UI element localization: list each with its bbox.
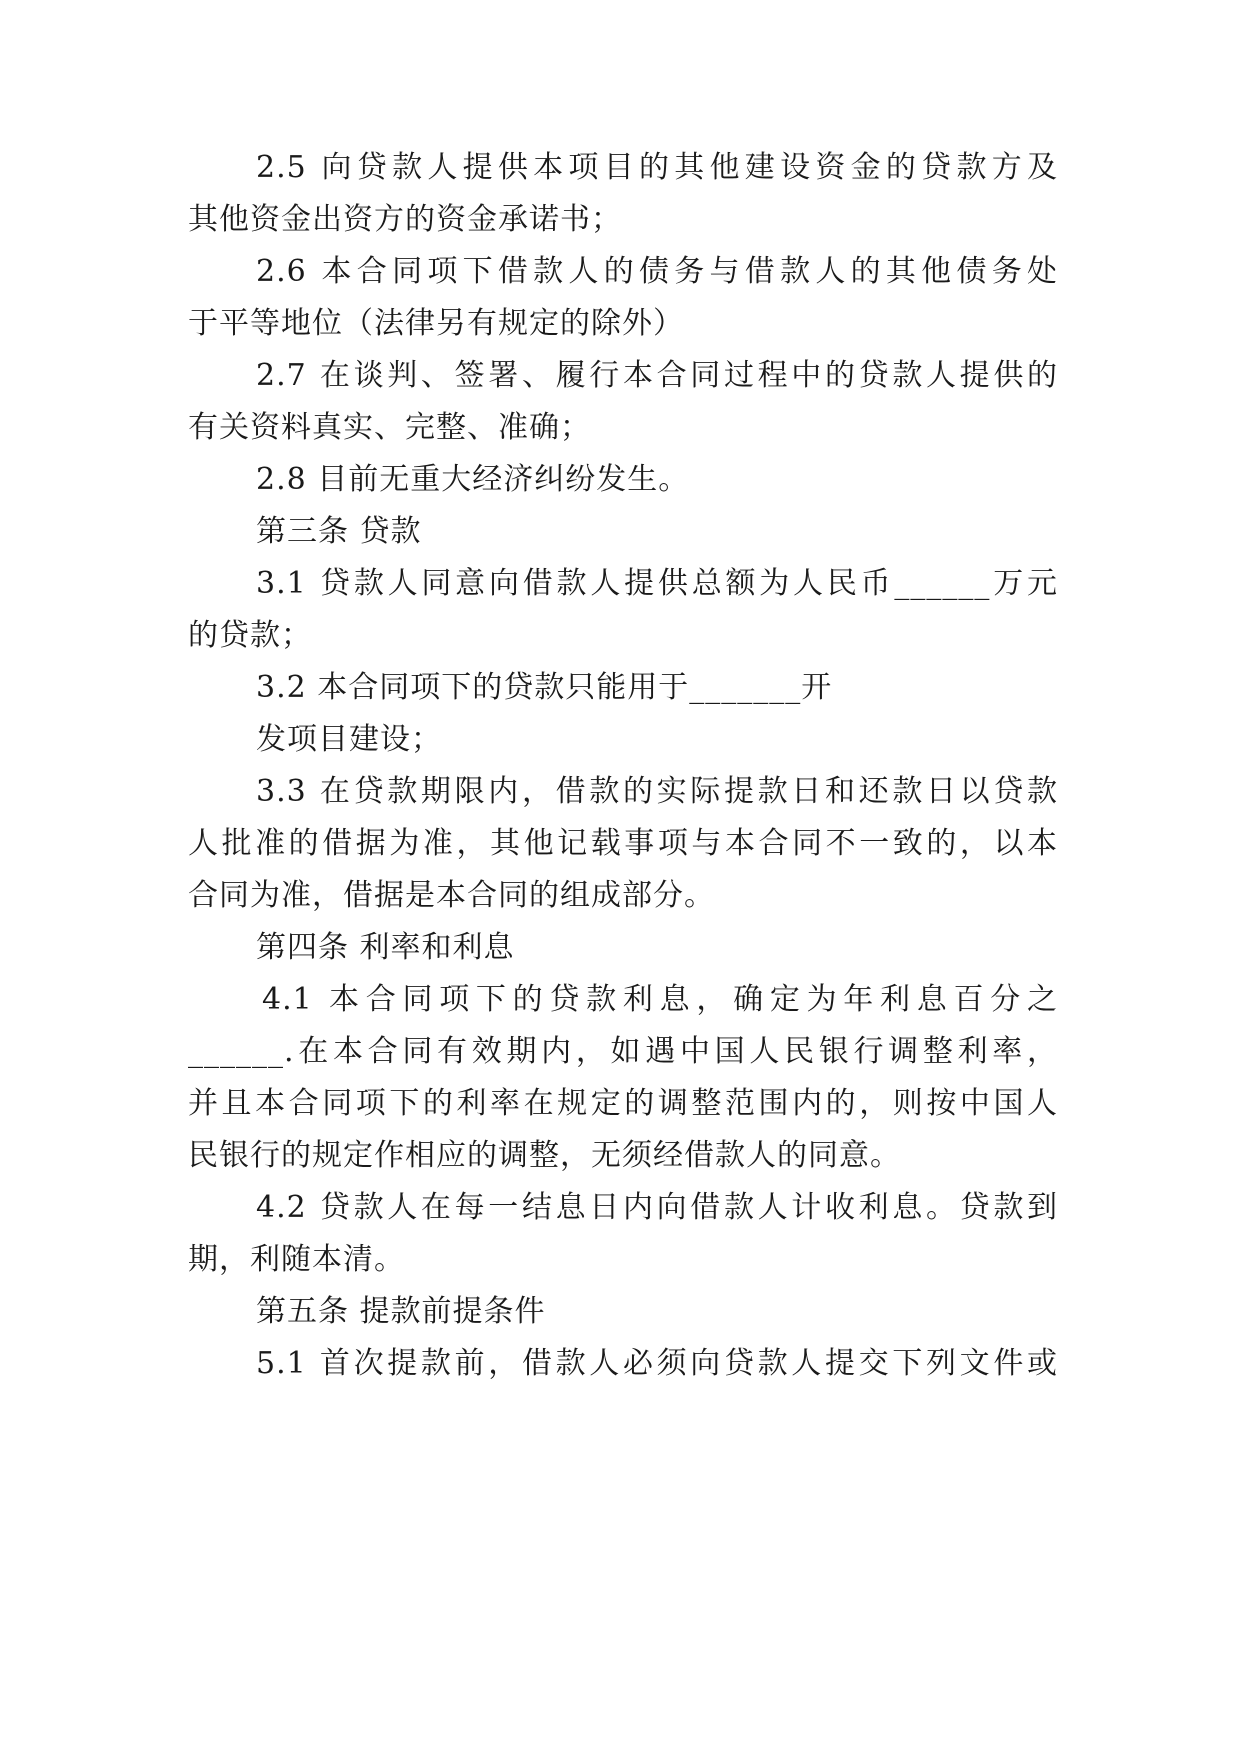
clause-3-3-line-3: 合同为准，借据是本合同的组成部分。 <box>188 878 715 913</box>
clause-3-2-line-2: 发项目建设； <box>256 722 442 757</box>
clause-4-1-line-4: 民银行的规定作相应的调整，无须经借款人的同意。 <box>188 1138 901 1173</box>
clause-2-6-line-1: 2.6 本合同项下借款人的债务与借款人的其他债务处 <box>256 254 1058 289</box>
clause-4-2-line-1: 4.2 贷款人在每一结息日内向借款人计收利息。贷款到 <box>256 1190 1058 1225</box>
clause-2-7-line-2: 有关资料真实、完整、准确； <box>188 410 591 445</box>
clause-3-3-line-2: 人批准的借据为准，其他记载事项与本合同不一致的，以本 <box>188 826 1058 861</box>
clause-2-5-line-1: 2.5 向贷款人提供本项目的其他建设资金的贷款方及 <box>256 150 1058 185</box>
clause-2-8: 2.8 目前无重大经济纠纷发生。 <box>256 462 690 497</box>
clause-2-7-line-1: 2.7 在谈判、签署、履行本合同过程中的贷款人提供的 <box>256 358 1058 393</box>
clause-2-6-line-2: 于平等地位（法律另有规定的除外） <box>188 306 684 341</box>
clause-5-1-line-1: 5.1 首次提款前，借款人必须向贷款人提交下列文件或 <box>256 1346 1058 1381</box>
clause-3-1-line-2: 的贷款； <box>188 618 312 653</box>
clause-4-1-line-1: 4.1 本合同项下的贷款利息，确定为年利息百分之 <box>262 982 1058 1017</box>
clause-4-1-line-2: ______.在本合同有效期内，如遇中国人民银行调整利率， <box>188 1034 1058 1069</box>
clause-3-1-line-1: 3.1 贷款人同意向借款人提供总额为人民币______万元 <box>256 566 1058 601</box>
clause-2-5-line-2: 其他资金出资方的资金承诺书； <box>188 202 622 237</box>
article-3-heading: 第三条 贷款 <box>256 514 422 549</box>
article-4-heading: 第四条 利率和利息 <box>256 930 515 965</box>
clause-4-2-line-2: 期，利随本清。 <box>188 1242 405 1277</box>
clause-4-1-line-3: 并且本合同项下的利率在规定的调整范围内的，则按中国人 <box>188 1086 1058 1121</box>
article-5-heading: 第五条 提款前提条件 <box>256 1294 546 1329</box>
clause-3-2-line-1: 3.2 本合同项下的贷款只能用于_______开 <box>256 670 833 705</box>
clause-3-3-line-1: 3.3 在贷款期限内，借款的实际提款日和还款日以贷款 <box>256 774 1058 809</box>
